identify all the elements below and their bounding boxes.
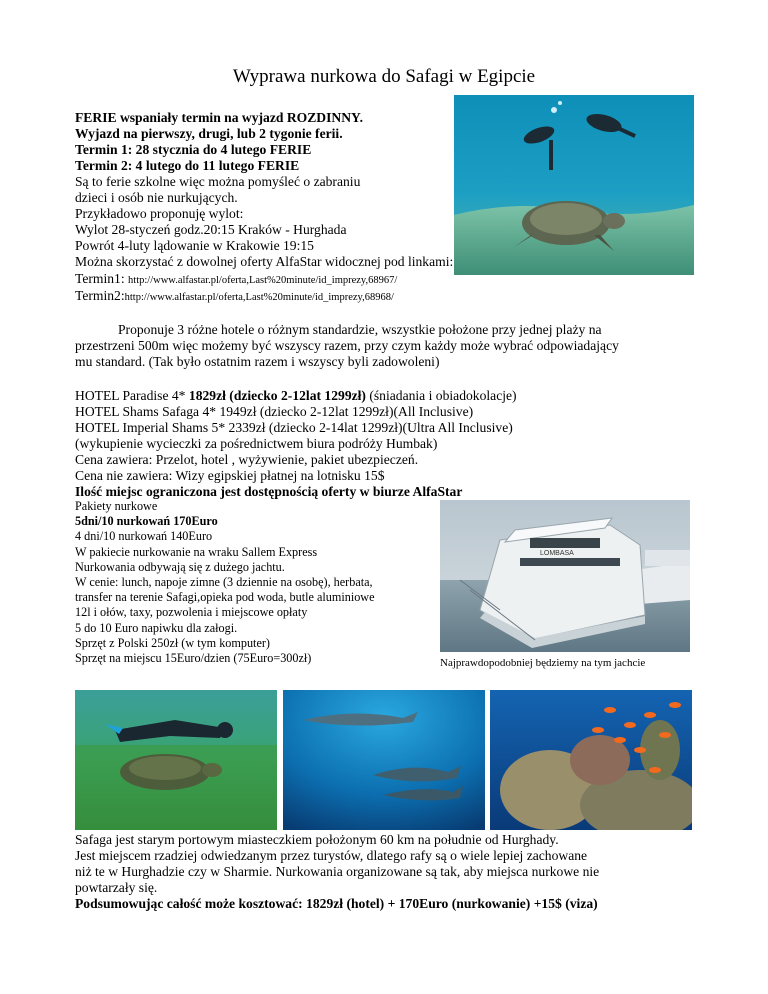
yacht-photo bbox=[440, 500, 690, 652]
intro-line-10: Można skorzystać z dowolnej oferty AlfaStar widocznej pod linkami: bbox=[75, 254, 454, 269]
outro-line-1: Safaga jest starym portowym miasteczkiem położonym 60 km na południe od Hurghady. bbox=[75, 832, 559, 847]
pakiety-line-2: 5dni/10 nurkowań 170Euro bbox=[75, 514, 218, 529]
intro-line-4: Termin 2: 4 lutego do 11 lutego FERIE bbox=[75, 158, 300, 173]
hotel-paradise-name: HOTEL Paradise 4* bbox=[75, 388, 189, 403]
termin1-link[interactable]: http://www.alfastar.pl/oferta,Last%20minute/id_imprezy,68967/ bbox=[128, 275, 398, 286]
coral-reef-photo bbox=[490, 690, 692, 830]
summary-line: Podsumowując całość może kosztować: 1829zł (hotel) + 170Euro (nurkowanie) +15$ (viza) bbox=[75, 896, 598, 911]
yacht-name-text: LOMBASA bbox=[540, 550, 574, 557]
termin2-row bbox=[75, 288, 394, 306]
para-line-1: Proponuje 3 różne hotele o różnym standardzie, wszystkie położone przy jednej plaży na bbox=[118, 322, 602, 337]
price-excludes: Cena nie zawiera: Wizy egipskiej płatnej na lotnisku 15$ bbox=[75, 468, 385, 483]
pakiety-line-8: 12l i ołów, taxy, pozwolenia i miejscowe opłaty bbox=[75, 605, 308, 620]
para-line-2: przestrzeni 500m więc możemy być wszyscy razem, przy czym każdy może wybrać odpowiadający bbox=[75, 338, 619, 353]
diver-turtle-photo bbox=[75, 690, 277, 830]
termin1-row bbox=[75, 271, 397, 289]
pakiety-line-7: transfer na terenie Safagi,opieka pod woda, butle aluminiowe bbox=[75, 590, 375, 605]
hotel-shams-safaga: HOTEL Shams Safaga 4* 1949zł (dziecko 2-12lat 1299zł)(All Inclusive) bbox=[75, 404, 474, 419]
para-line-3: mu standard. (Tak było ostatnim razem i wszyscy byli zadowoleni) bbox=[75, 354, 440, 369]
yacht-caption: Najprawdopodobniej będziemy na tym jachcie bbox=[440, 657, 646, 669]
termin2-link[interactable]: http://www.alfastar.pl/oferta,Last%20minute/id_imprezy,68968/ bbox=[124, 292, 394, 303]
termin2-label: Termin2: bbox=[75, 288, 125, 303]
outro-line-3: niż te w Hurghadzie czy w Sharmie. Nurkowania organizowane są tak, aby miejsca nurkowe nie bbox=[75, 864, 600, 879]
price-includes: Cena zawiera: Przelot, hotel , wyżywienie, pakiet ubezpieczeń. bbox=[75, 452, 419, 467]
outro-line-4: powtarzały się. bbox=[75, 880, 158, 895]
intro-line-6: dzieci i osób nie nurkujących. bbox=[75, 190, 238, 205]
intro-line-7: Przykładowo proponuję wylot: bbox=[75, 206, 244, 221]
hotel-imperial-shams: HOTEL Imperial Shams 5* 2339zł (dziecko 2-14lat 1299zł)(Ultra All Inclusive) bbox=[75, 420, 513, 435]
hotel-paradise-price: 1829zł (dziecko 2-12lat 1299zł) bbox=[188, 388, 366, 403]
pakiety-line-11: Sprzęt na miejscu 15Euro/dzien (75Euro=300zł) bbox=[75, 651, 312, 666]
intro-line-1: FERIE wspaniały termin na wyjazd ROZDINNY. bbox=[75, 110, 364, 125]
intro-line-8: Wylot 28-styczeń godz.20:15 Kraków - Hurghada bbox=[75, 222, 347, 237]
availability-note: Ilość miejsc ograniczona jest dostępnością oferty w biurze AlfaStar bbox=[75, 484, 463, 499]
pakiety-line-6: W cenie: lunch, napoje zimne (3 dziennie na osobę), herbata, bbox=[75, 575, 373, 590]
pakiety-line-4: W pakiecie nurkowanie na wraku Sallem Express bbox=[75, 544, 318, 559]
pakiety-line-10: Sprzęt z Polski 250zł (w tym komputer) bbox=[75, 635, 270, 650]
hotel-paradise-board: (śniadania i obiadokolacje) bbox=[365, 388, 517, 403]
intro-line-9: Powrót 4-luty lądowanie w Krakowie 19:15 bbox=[75, 238, 314, 253]
termin1-label: Termin1: bbox=[75, 271, 129, 286]
page-title: Wyprawa nurkowa do Safagi w Egipcie bbox=[232, 66, 536, 87]
pakiety-line-9: 5 do 10 Euro napiwku dla załogi. bbox=[75, 620, 238, 635]
pakiety-line-3: 4 dni/10 nurkowań 140Euro bbox=[75, 529, 213, 544]
pakiety-line-1: Pakiety nurkowe bbox=[75, 499, 158, 513]
diving-packages bbox=[75, 499, 375, 666]
hotel-paradise bbox=[75, 388, 517, 404]
intro-line-5: Są to ferie szkolne więc można pomyśleć o zabraniu bbox=[75, 174, 361, 189]
excursion-note: (wykupienie wycieczki za pośrednictwem biura podróży Humbak) bbox=[75, 436, 438, 451]
intro-line-2: Wyjazd na pierwszy, drugi, lub 2 tygonie ferii. bbox=[75, 126, 343, 141]
dolphins-photo bbox=[283, 690, 485, 830]
outro-line-2: Jest miejscem rzadziej odwiedzanym przez turystów, dlatego rafy są o wiele lepiej zachowane bbox=[75, 848, 588, 863]
turtle-divers-photo bbox=[454, 95, 694, 275]
intro-line-3: Termin 1: 28 stycznia do 4 lutego FERIE bbox=[75, 142, 312, 157]
pakiety-line-5: Nurkowania odbywają się z dużego jachtu. bbox=[75, 559, 285, 574]
